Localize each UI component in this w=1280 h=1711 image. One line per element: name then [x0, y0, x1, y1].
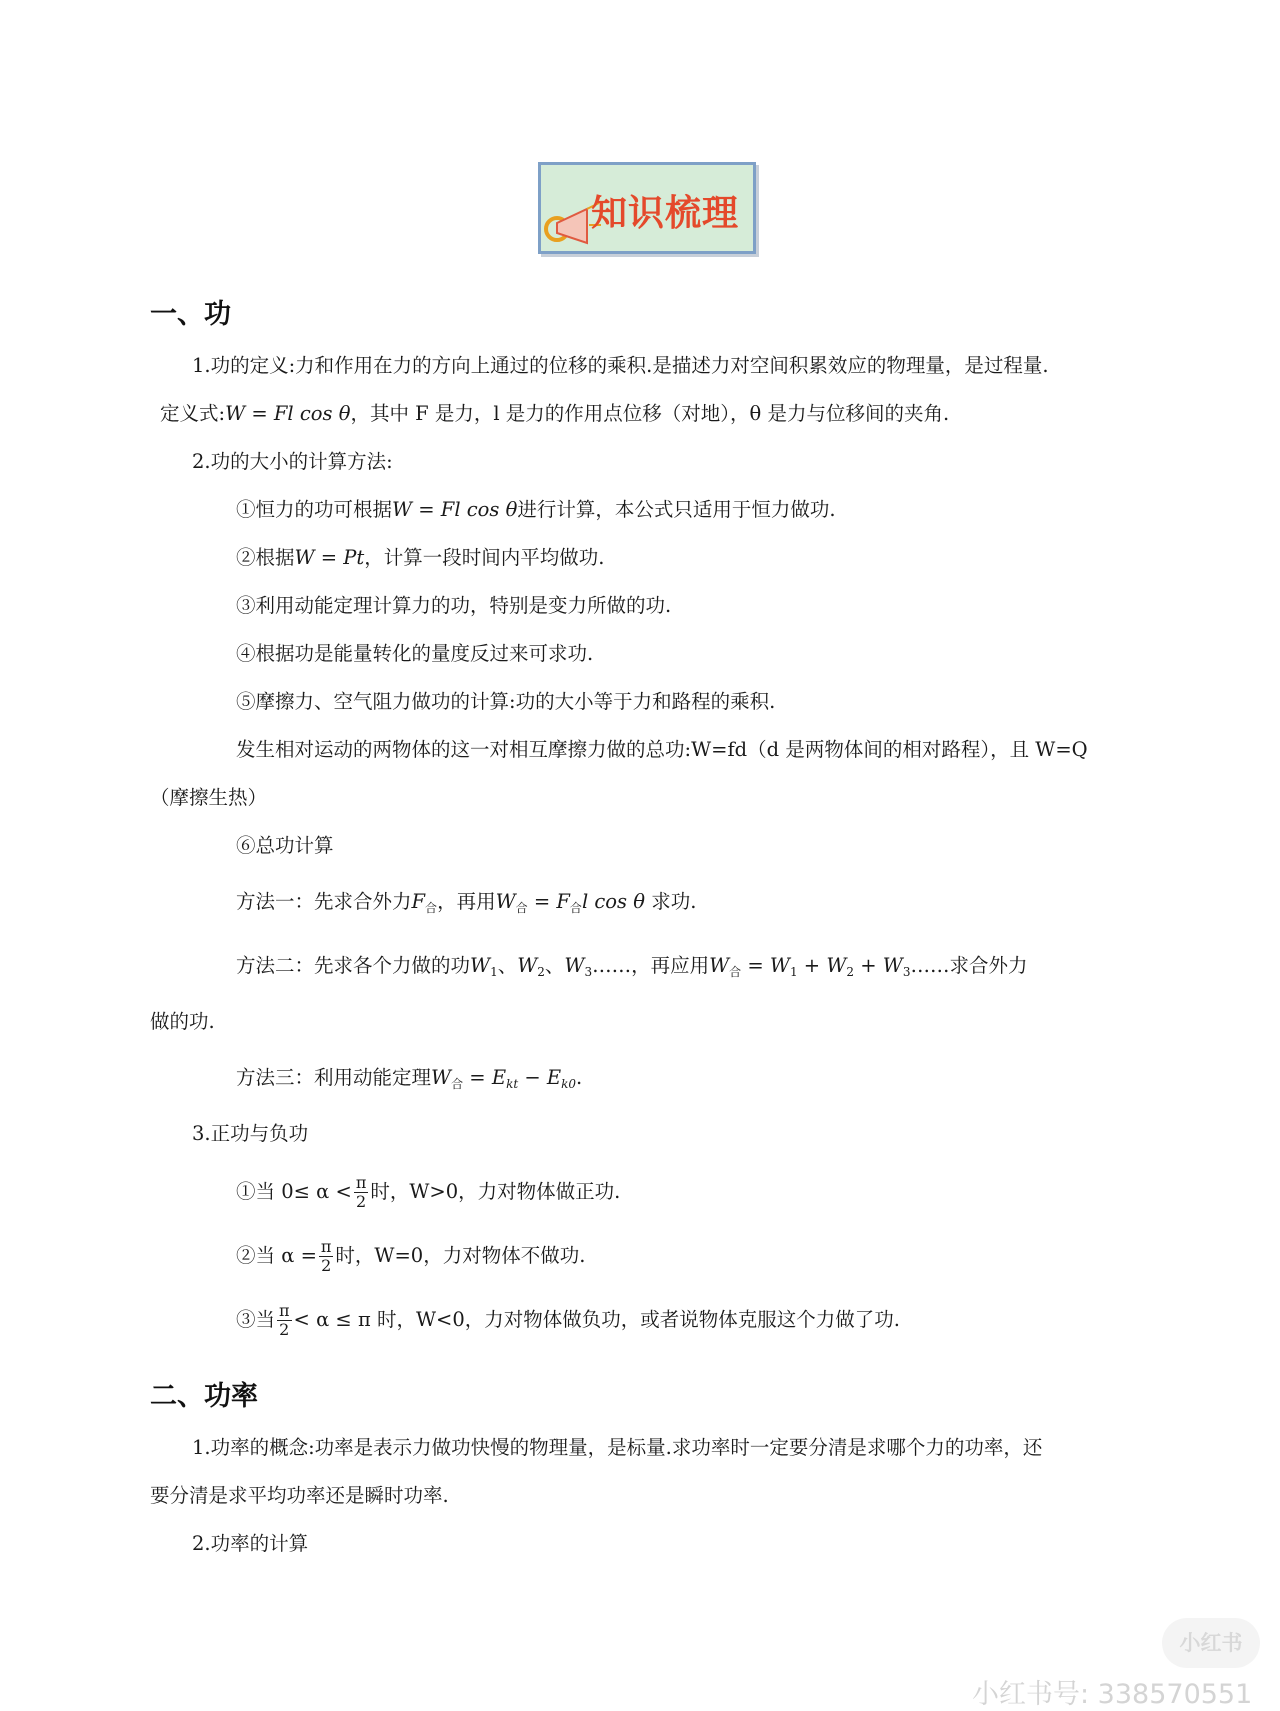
method-5-heat: （摩擦生热） — [150, 786, 268, 809]
total-work-way-1: 方法一：先求合外力$F_合$，再用$W_合 = F_合l$ cos θ 求功. — [236, 890, 697, 915]
total-work-way-3: 方法三：利用动能定理$W_合 = E_{kt} - E_{k0}$. — [236, 1066, 583, 1091]
power-calc-title: 2.功率的计算 — [192, 1532, 309, 1555]
power-concept-cont: 要分清是求平均功率还是瞬时功率. — [150, 1484, 449, 1507]
work-formula-line: 定义式:W = Fl cos θ，其中 F 是力，l 是力的作用点位移（对地），θ 是力与位移间的夹角. — [160, 402, 950, 425]
pi-over-2: $\frac{\pi}{2}$ — [320, 1237, 332, 1275]
method-4: ④根据功是能量转化的量度反过来可求功. — [236, 642, 594, 665]
section2-heading: 二、功率 — [150, 1381, 258, 1412]
positive-negative-title: 3.正功与负功 — [192, 1122, 309, 1145]
calc-methods-title: 2.功的大小的计算方法: — [192, 450, 393, 473]
total-work-way-2: 方法二：先求各个力做的功$W_1$、$W_2$、$W_3\dots\dots$，再应用$W_合 = W_1 + W_2$ + $W_3\dots\dots$求合外力 — [236, 954, 1028, 979]
total-work-way-2-end: 做的功. — [150, 1010, 215, 1033]
pi-over-2: $\frac{\pi}{2}$ — [279, 1301, 290, 1339]
method-1: ①恒力的功可根据W = Fl cos θ进行计算，本公式只适用于恒力做功. — [236, 498, 836, 521]
pos-neg-case-2: ②当 α = $\frac{\pi}{2}$ 时，W=0，力对物体不做功. — [236, 1237, 586, 1275]
method-5-friction: 发生相对运动的两物体的这一对相互摩擦力做的总功:W=fd（d 是两物体间的相对路程），且 W=Q — [236, 738, 1088, 761]
method-6: ⑥总功计算 — [236, 834, 334, 857]
pos-neg-case-3: ③当 $\frac{\pi}{2}$ < α ≤ π 时，W<0，力对物体做负功，或者说物体克服这个力做了功. — [236, 1301, 900, 1339]
work-definition: 1.功的定义:力和作用在力的方向上通过的位移的乘积.是描述力对空间积累效应的物理量，是过程量. — [192, 354, 1049, 377]
pos-neg-case-1: ①当 0≤ α < $\frac{\pi}{2}$ 时，W>0，力对物体做正功. — [236, 1173, 621, 1211]
power-concept: 1.功率的概念:功率是表示力做功快慢的物理量，是标量.求功率时一定要分清是求哪个力的功率，还 — [192, 1436, 1043, 1459]
pi-over-2: $\frac{\pi}{2}$ — [355, 1173, 367, 1211]
method-3: ③利用动能定理计算力的功，特别是变力所做的功. — [236, 594, 672, 617]
section-badge — [538, 162, 756, 254]
method-2: ②根据W = Pt，计算一段时间内平均做功. — [236, 546, 605, 569]
watermark-id: 小红书号: 338570551 — [972, 1679, 1253, 1710]
section1-heading: 一、功 — [150, 299, 231, 330]
badge-title: 知识梳理 — [590, 193, 739, 234]
watermark-logo: 小红书 — [1162, 1618, 1260, 1668]
method-5: ⑤摩擦力、空气阻力做功的计算:功的大小等于力和路程的乘积. — [236, 690, 776, 713]
